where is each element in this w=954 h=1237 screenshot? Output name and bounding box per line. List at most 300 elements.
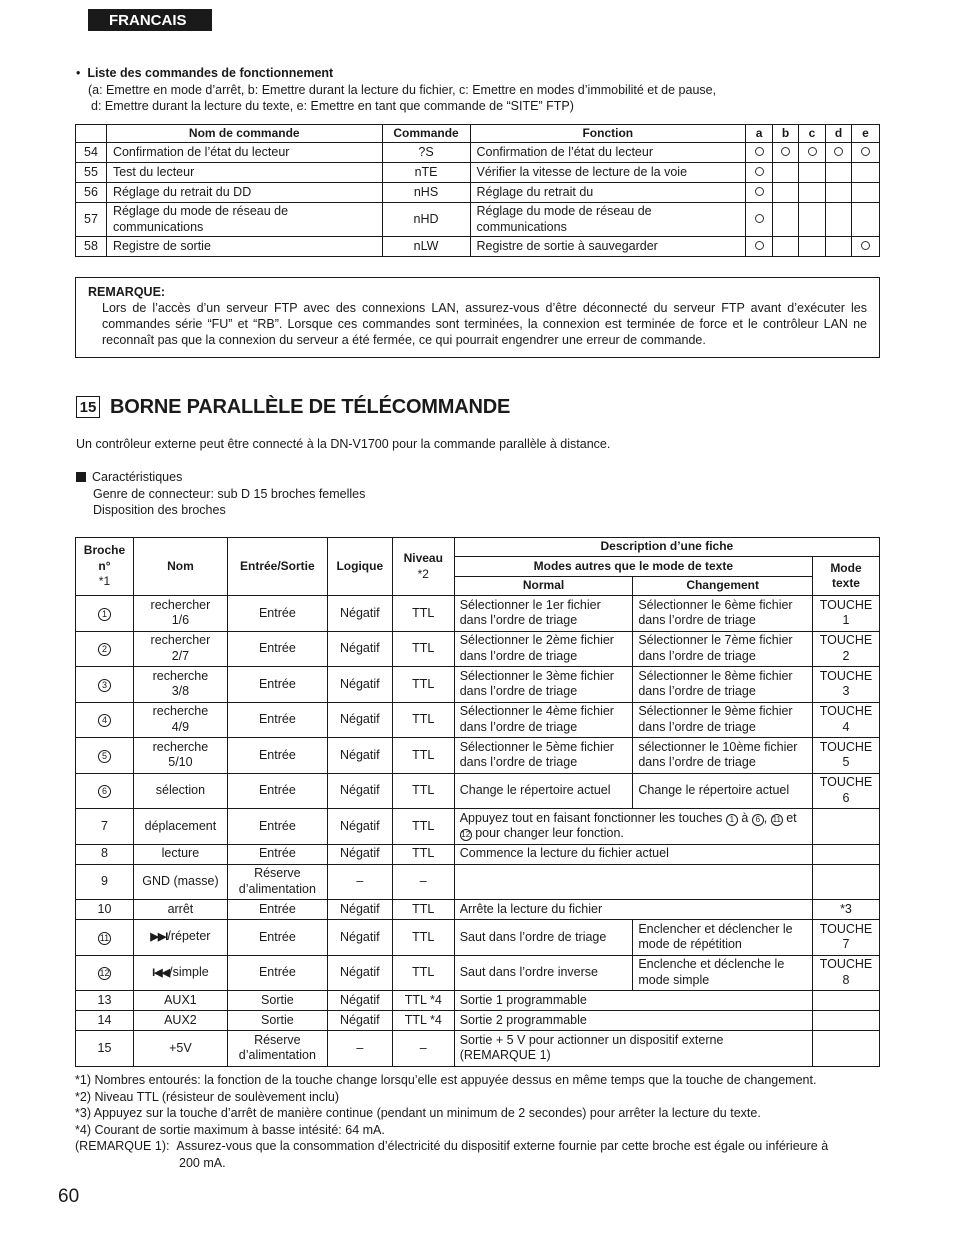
pin-normal	[454, 738, 633, 774]
circle-mark-icon	[808, 147, 817, 156]
pin-io: Entrée	[227, 809, 327, 845]
pin-level: –	[392, 864, 454, 900]
pin-name-line1: rechercher	[150, 597, 211, 612]
pin-number	[76, 596, 134, 632]
pin-description: Commence la lecture du fichier actuel	[454, 844, 812, 864]
pin-io: Sortie	[227, 991, 327, 1011]
pin-number: 7	[76, 809, 134, 845]
pin-number: 9	[76, 864, 134, 900]
pin-text-mode	[812, 773, 879, 809]
header-pin-line2: n°	[98, 558, 111, 573]
pin-io: Entrée	[227, 900, 327, 920]
row-no: 54	[76, 143, 107, 163]
normal-line1: Sélectionner le 4ème fichier	[459, 704, 614, 719]
circled-number: 6	[98, 785, 111, 798]
pin-level: TTL	[392, 773, 454, 809]
pin-number: 8	[76, 844, 134, 864]
circle-mark-icon	[755, 147, 764, 156]
header-change: Changement	[633, 577, 813, 596]
pin-logic: Négatif	[327, 667, 392, 703]
change-line1: Sélectionner le 9ème fichier	[638, 704, 793, 719]
table-row	[76, 864, 880, 900]
change-line2: dans l’ordre de triage	[638, 613, 756, 628]
pin-io: Entrée	[227, 631, 327, 667]
change-line2: dans l’ordre de triage	[638, 648, 756, 663]
mark-cell	[799, 203, 826, 237]
pin-name-line2: 1/6	[171, 613, 190, 628]
pin-name-line1: recherche	[152, 704, 209, 719]
header-no	[76, 125, 107, 143]
pin-change	[633, 738, 813, 774]
spec-connector: Genre de connecteur: sub D 15 broches femelles	[93, 486, 366, 501]
skip-forward-icon: ▶▶I	[150, 931, 168, 943]
pin-number: 15	[76, 1031, 134, 1067]
pin-number: 14	[76, 1011, 134, 1031]
row-command: ?S	[382, 143, 470, 163]
pin-description: Sortie 1 programmable	[454, 991, 812, 1011]
change-line1: Enclencher et déclencher le	[638, 921, 793, 936]
pin-io: Sortie	[227, 1011, 327, 1031]
footnote-1: *1) Nombres entourés: la fonction de la touche change lorsqu’elle est appuyée dessus en même temps que la touche de changement.	[75, 1073, 817, 1087]
circled-number: 12	[99, 968, 110, 978]
commands-legend-line2: d: Emettre durant la lecture du texte, e: Emettre en tant que commande de “SITE” FTP)	[91, 99, 574, 113]
header-non-text: Modes autres que le mode de texte	[454, 557, 812, 577]
pin-text-mode	[812, 631, 879, 667]
pin-text-mode	[812, 596, 879, 632]
change-line1: Enclenche et déclenche le	[638, 957, 785, 972]
pin-description: Arrête la lecture du fichier	[454, 900, 812, 920]
normal-line2: dans l’ordre de triage	[459, 755, 578, 770]
change-line2: dans l’ordre de triage	[638, 755, 756, 770]
pin-level: TTL	[392, 702, 454, 738]
row-name: Registre de sortie	[106, 237, 382, 257]
commands-table	[75, 124, 880, 257]
header-logic: Logique	[327, 538, 392, 596]
pin-name: déplacement	[133, 809, 227, 845]
pin-level: TTL	[392, 596, 454, 632]
mark-cell	[773, 183, 799, 203]
pin-text-mode	[812, 844, 879, 864]
table-row	[76, 596, 880, 632]
mark-cell	[799, 237, 826, 257]
row-name-line2: communications	[112, 219, 204, 234]
text-mode-line1: TOUCHE	[819, 775, 873, 790]
table-row	[76, 163, 880, 183]
pin-io	[227, 864, 327, 900]
commands-table-header	[76, 125, 880, 143]
text-mode-line2: 7	[842, 937, 850, 952]
change-line1: Sélectionner le 6ème fichier	[638, 597, 793, 612]
change-line1: Sélectionner le 8ème fichier	[638, 668, 793, 683]
commands-list-title: Liste des commandes de fonctionnement	[87, 66, 334, 80]
pin-name: lecture	[133, 844, 227, 864]
pin-change	[633, 596, 813, 632]
table-row	[76, 1011, 880, 1031]
pin-normal	[454, 667, 633, 703]
pin-text-mode	[812, 864, 879, 900]
header-b: b	[773, 125, 799, 143]
table-row	[76, 1031, 880, 1067]
io-line2: d’alimentation	[238, 881, 316, 896]
circle-mark-icon	[755, 241, 764, 250]
section-title: BORNE PARALLÈLE DE TÉLÉCOMMANDE	[110, 395, 511, 418]
row-command: nTE	[382, 163, 470, 183]
row-function: Réglage du retrait du	[470, 183, 746, 203]
pin-name-line2: 4/9	[171, 719, 190, 734]
pin-name: AUX1	[133, 991, 227, 1011]
mark-cell	[799, 143, 826, 163]
change-line2: dans l’ordre de triage	[638, 684, 756, 699]
text-mode-line1: TOUCHE	[819, 739, 873, 754]
pin-name-line2: 5/10	[168, 755, 193, 770]
skip-back-icon: I◀◀	[152, 966, 170, 979]
remark-title: REMARQUE:	[88, 285, 166, 299]
circle-mark-icon	[755, 187, 764, 196]
normal-line1: Sélectionner le 5ème fichier	[459, 739, 614, 754]
row-name: Réglage du retrait du DD	[106, 183, 382, 203]
pin-number	[76, 920, 134, 956]
mark-cell	[826, 237, 852, 257]
table-row	[76, 738, 880, 774]
text-mode-line2: 4	[842, 719, 850, 734]
table-row	[76, 702, 880, 738]
mark-cell	[826, 183, 852, 203]
pin-level: TTL	[392, 920, 454, 956]
desc-text: et	[786, 810, 797, 825]
remark-note-key: (REMARQUE 1):	[75, 1139, 170, 1153]
circled-number: 2	[98, 643, 111, 656]
mark-cell	[851, 143, 879, 163]
normal-line2: dans l’ordre de triage	[459, 648, 578, 663]
mark-cell	[851, 183, 879, 203]
mark-cell	[773, 143, 799, 163]
pin-text-mode	[812, 955, 879, 991]
pin-level: TTL	[392, 844, 454, 864]
circle-mark-icon	[755, 214, 764, 223]
pin-text-mode	[812, 702, 879, 738]
row-name: Confirmation de l’état du lecteur	[106, 143, 382, 163]
text-mode-line1: TOUCHE	[819, 921, 873, 936]
circled-number: 12	[461, 830, 471, 840]
desc-text: à	[741, 810, 749, 825]
pin-io: Entrée	[227, 702, 327, 738]
row-command: nHS	[382, 183, 470, 203]
pin-logic: Négatif	[327, 900, 392, 920]
remark-note-line2: 200 mA.	[179, 1155, 226, 1170]
row-no: 55	[76, 163, 107, 183]
pin-logic: Négatif	[327, 596, 392, 632]
desc-text: Appuyez tout en faisant fonctionner les touches	[459, 810, 723, 825]
change-line2: mode simple	[638, 972, 710, 987]
normal-line1: Sélectionner le 3ème fichier	[459, 668, 614, 683]
pin-normal: Saut dans l’ordre de triage	[454, 920, 633, 956]
row-no: 57	[76, 203, 107, 237]
row-function	[470, 203, 746, 237]
circled-number: 4	[98, 714, 111, 727]
section-heading	[76, 396, 510, 418]
row-function: Vérifier la vitesse de lecture de la voie	[470, 163, 746, 183]
normal-line1: Sélectionner le 1er fichier	[459, 597, 601, 612]
footnotes	[75, 1072, 880, 1171]
pin-name	[133, 631, 227, 667]
pin-table	[75, 537, 880, 1067]
pin-number: 10	[76, 900, 134, 920]
pin-io: Entrée	[227, 844, 327, 864]
commands-list-header	[76, 65, 876, 115]
header-pin-line3: *1	[98, 574, 111, 589]
pin-level: TTL	[392, 667, 454, 703]
section-intro: Un contrôleur externe peut être connecté à la DN-V1700 pour la commande parallèle à distance.	[76, 437, 611, 451]
pin-io: Entrée	[227, 596, 327, 632]
footnote-3: *3) Appuyez sur la touche d’arrêt de manière continue (pendant un minimum de 2 secondes) pour arrêter la lecture du texte.	[75, 1106, 761, 1120]
mark-cell	[851, 237, 879, 257]
pin-table-header	[76, 538, 880, 557]
text-mode-line1: TOUCHE	[819, 704, 873, 719]
remark-text: Lors de l’accès d’un serveur FTP avec des connexions LAN, assurez-vous d’être déconnecté du serveur FTP avant d’exécuter les commandes série “FU” et “RB”. Lorsque ces commandes sont terminées, la connexion est terminée de force et le contrôleur LAN ne reconnaît pas que la connexion du serveur a été fermée, ce qui pourrait engendrer une erreur de commande.	[102, 301, 867, 347]
pin-logic: Négatif	[327, 991, 392, 1011]
pin-name: GND (masse)	[133, 864, 227, 900]
table-row	[76, 809, 880, 845]
circle-mark-icon	[755, 167, 764, 176]
pin-logic: Négatif	[327, 773, 392, 809]
pin-normal: Saut dans l’ordre inverse	[454, 955, 633, 991]
remark-box	[75, 277, 880, 358]
text-mode-line2: 5	[842, 755, 850, 770]
pin-io: Entrée	[227, 955, 327, 991]
pin-name	[133, 955, 227, 991]
row-name: Test du lecteur	[106, 163, 382, 183]
pin-level: TTL	[392, 631, 454, 667]
circled-number: 1	[98, 608, 111, 621]
mark-cell	[826, 163, 852, 183]
pin-level: TTL *4	[392, 991, 454, 1011]
commands-legend-line1: (a: Emettre en mode d’arrêt, b: Emettre durant la lecture du fichier, c: Emettre en modes d’immobilité et de pause,	[88, 82, 717, 97]
pin-logic: Négatif	[327, 631, 392, 667]
row-command: nLW	[382, 237, 470, 257]
pin-logic: Négatif	[327, 844, 392, 864]
pin-logic: –	[327, 1031, 392, 1067]
header-level-line2: *2	[417, 566, 429, 581]
pin-name	[133, 596, 227, 632]
spec-title: Caractéristiques	[92, 470, 183, 484]
desc-text: pour changer leur fonction.	[475, 826, 624, 841]
header-normal: Normal	[454, 577, 633, 596]
table-row	[76, 844, 880, 864]
table-row	[76, 631, 880, 667]
io-line1: Réserve	[254, 866, 301, 881]
mark-cell	[851, 163, 879, 183]
pin-change	[633, 667, 813, 703]
language-tab: FRANCAIS	[88, 9, 212, 31]
header-c: c	[799, 125, 826, 143]
header-desc: Description d’une fiche	[454, 538, 879, 557]
header-io: Entrée/Sortie	[227, 538, 327, 596]
mark-cell	[746, 237, 773, 257]
pin-io: Entrée	[227, 773, 327, 809]
pin-number	[76, 955, 134, 991]
header-e: e	[851, 125, 879, 143]
pin-level: TTL	[392, 900, 454, 920]
table-row	[76, 900, 880, 920]
desc-line1: Sortie + 5 V pour actionner un dispositif externe	[459, 1032, 724, 1047]
io-line1: Réserve	[254, 1032, 301, 1047]
pin-name-line1: recherche	[152, 739, 209, 754]
pin-logic: Négatif	[327, 702, 392, 738]
pin-number: 13	[76, 991, 134, 1011]
square-bullet-icon	[76, 472, 86, 482]
pin-logic: Négatif	[327, 920, 392, 956]
footnote-2: *2) Niveau TTL (résisteur de soulèvement inclu)	[75, 1089, 340, 1104]
pin-number	[76, 738, 134, 774]
mark-cell	[773, 163, 799, 183]
circled-number: 11	[772, 814, 781, 824]
change-line1: Sélectionner le 7ème fichier	[638, 633, 793, 648]
pin-logic: Négatif	[327, 809, 392, 845]
pin-name-line1: rechercher	[150, 633, 211, 648]
table-row	[76, 143, 880, 163]
mark-cell	[773, 237, 799, 257]
table-row	[76, 183, 880, 203]
mark-cell	[826, 203, 852, 237]
pin-text-mode	[812, 1011, 879, 1031]
pin-name: +5V	[133, 1031, 227, 1067]
remark-note-1	[75, 1138, 880, 1155]
pin-level: –	[392, 1031, 454, 1067]
row-no: 58	[76, 237, 107, 257]
pin-description	[454, 864, 812, 900]
pin-number	[76, 631, 134, 667]
pin-change	[633, 955, 813, 991]
pin-normal: Change le répertoire actuel	[454, 773, 633, 809]
pin-level: TTL	[392, 955, 454, 991]
row-function: Confirmation de l’état du lecteur	[470, 143, 746, 163]
pin-name: arrêt	[133, 900, 227, 920]
pin-io: Entrée	[227, 738, 327, 774]
footnote-4: *4) Courant de sortie maximum à basse intésité: 64 mA.	[75, 1122, 385, 1137]
pin-text-mode	[812, 920, 879, 956]
header-level	[392, 538, 454, 596]
header-command: Commande	[382, 125, 470, 143]
header-pin-line1: Broche	[83, 543, 126, 558]
header-text-mode-line2: texte	[831, 576, 860, 590]
mark-cell	[799, 163, 826, 183]
pin-level: TTL *4	[392, 1011, 454, 1031]
table-row	[76, 667, 880, 703]
change-line2: dans l’ordre de triage	[638, 719, 756, 734]
desc-line2: (REMARQUE 1)	[459, 1048, 551, 1063]
table-row	[76, 237, 880, 257]
header-d: d	[826, 125, 852, 143]
row-function-line1: Réglage du mode de réseau de	[476, 204, 652, 218]
text-mode-line1: TOUCHE	[819, 957, 873, 972]
circle-mark-icon	[861, 241, 870, 250]
normal-line2: dans l’ordre de triage	[459, 684, 578, 699]
pin-level: TTL	[392, 809, 454, 845]
circled-number: 11	[99, 932, 110, 943]
text-mode-line2: 8	[842, 972, 850, 987]
change-line2: mode de répétition	[638, 937, 742, 952]
circle-mark-icon	[834, 147, 843, 156]
text-mode-line2: 6	[842, 790, 850, 805]
section-number: 15	[76, 396, 100, 418]
mark-cell	[746, 163, 773, 183]
circle-mark-icon	[781, 147, 790, 156]
header-function: Fonction	[470, 125, 746, 143]
pin-io: Entrée	[227, 667, 327, 703]
pin-level: TTL	[392, 738, 454, 774]
text-mode-line2: 2	[842, 648, 850, 663]
pin-normal	[454, 702, 633, 738]
remark-note-line1: Assurez-vous que la consommation d’électricité du dispositif externe fournie par cette broche est égale ou inférieure à	[176, 1139, 829, 1153]
pin-name	[133, 920, 227, 956]
mark-cell	[851, 203, 879, 237]
table-row	[76, 920, 880, 956]
pin-io: Entrée	[227, 920, 327, 956]
mark-cell	[826, 143, 852, 163]
pin-name	[133, 667, 227, 703]
mark-cell	[746, 143, 773, 163]
row-no: 56	[76, 183, 107, 203]
pin-io	[227, 1031, 327, 1067]
circled-number: 5	[98, 750, 111, 763]
normal-line2: dans l’ordre de triage	[459, 613, 578, 628]
pin-number	[76, 702, 134, 738]
pin-name	[133, 702, 227, 738]
spec-pinout: Disposition des broches	[93, 503, 226, 517]
change-line1: sélectionner le 10ème fichier	[638, 739, 798, 754]
pin-number	[76, 773, 134, 809]
header-pin	[76, 538, 134, 596]
pin-name-line1: recherche	[152, 668, 209, 683]
table-row	[76, 203, 880, 237]
pin-logic: –	[327, 864, 392, 900]
pin-description: Appuyez tout en faisant fonctionner les touches 1 à 6 , 11 et 12 pour changer leur fonction.	[454, 809, 812, 845]
pin-number	[76, 667, 134, 703]
mark-cell	[799, 183, 826, 203]
table-row	[76, 773, 880, 809]
text-mode-line2: 3	[842, 684, 850, 699]
mark-cell	[746, 203, 773, 237]
row-function: Registre de sortie à sauvegarder	[470, 237, 746, 257]
text-mode-line1: TOUCHE	[819, 633, 873, 648]
pin-text-mode	[812, 667, 879, 703]
pin-change	[633, 920, 813, 956]
io-line2: d’alimentation	[238, 1048, 316, 1063]
pin-text-mode	[812, 991, 879, 1011]
table-row	[76, 991, 880, 1011]
header-text-mode	[812, 557, 879, 596]
pin-name-line2: 3/8	[171, 684, 190, 699]
circled-number: 3	[98, 679, 111, 692]
pin-logic: Négatif	[327, 738, 392, 774]
pin-change	[633, 702, 813, 738]
pin-description	[454, 1031, 812, 1067]
normal-line2: dans l’ordre de triage	[459, 719, 578, 734]
pin-name: sélection	[133, 773, 227, 809]
specs-block	[76, 469, 365, 519]
pin-normal	[454, 631, 633, 667]
pin-name-suffix: /répeter	[167, 929, 211, 943]
text-mode-line1: TOUCHE	[819, 668, 873, 683]
row-command: nHD	[382, 203, 470, 237]
text-mode-line1: TOUCHE	[819, 597, 873, 612]
circle-mark-icon	[861, 147, 870, 156]
header-text-mode-line1: Mode	[830, 560, 862, 575]
pin-name	[133, 738, 227, 774]
page-number: 60	[58, 1186, 80, 1207]
pin-logic: Négatif	[327, 955, 392, 991]
pin-normal	[454, 596, 633, 632]
